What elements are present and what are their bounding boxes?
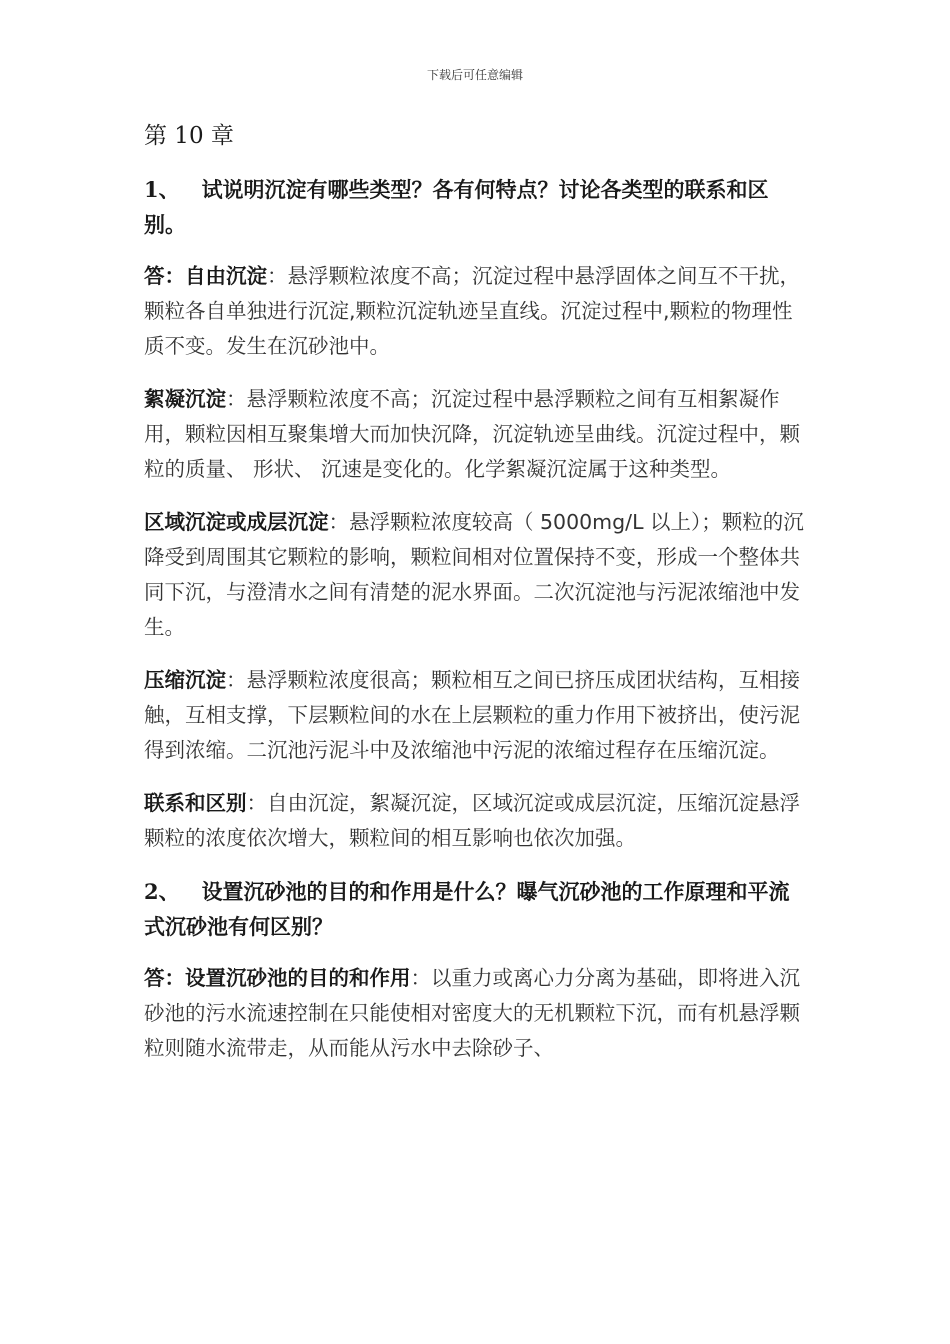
term-text: ：自由沉淀，絮凝沉淀，区域沉淀或成层沉淀，压缩沉淀悬浮颗粒的浓度依次增大，颗粒间的相互影响也依次加强。 bbox=[144, 791, 800, 850]
question-2-text: 设置沉砂池的目的和作用是什么？曝气沉砂池的工作原理和平流式沉砂池有何区别？ bbox=[144, 880, 790, 939]
page-header: 下载后可任意编辑 bbox=[426, 68, 523, 82]
answer-prefix: 答： bbox=[144, 966, 185, 990]
term-label: 区域沉淀或成层沉淀 bbox=[144, 510, 329, 534]
term-text: ：悬浮颗粒浓度不高；沉淀过程中悬浮固体之间互不干扰，颗粒各自单独进行沉淀,颗粒沉淀轨迹呈直线。沉淀过程中,颗粒的物理性质不变。发生在沉砂池中。 bbox=[144, 264, 800, 358]
document-body bbox=[144, 118, 804, 1084]
answer-1-flocculent-settling bbox=[144, 382, 804, 487]
term-text: ：悬浮颗粒浓度不高；沉淀过程中悬浮颗粒之间有互相絮凝作用，颗粒因相互聚集增大而加快沉降，沉淀轨迹呈曲线。沉淀过程中，颗粒的质量、 形状、 沉速是变化的。化学絮凝沉淀属于这种类型。 bbox=[144, 387, 800, 481]
term-label: 联系和区别 bbox=[144, 791, 247, 815]
answer-1-free-settling bbox=[144, 259, 804, 364]
question-1-number: 1、 bbox=[144, 177, 180, 202]
chapter-title: 第 10 章 bbox=[144, 123, 234, 149]
term-label: 设置沉砂池的目的和作用 bbox=[185, 966, 411, 990]
question-2 bbox=[144, 874, 804, 945]
answer-2-purpose bbox=[144, 961, 804, 1066]
term-label: 压缩沉淀 bbox=[144, 668, 226, 692]
term-text: ：悬浮颗粒浓度很高；颗粒相互之间已挤压成团状结构，互相接触，互相支撑，下层颗粒间的水在上层颗粒的重力作用下被挤出，使污泥得到浓缩。二沉池污泥斗中及浓缩池中污泥的浓缩过程存在压缩沉淀。 bbox=[144, 668, 800, 762]
question-2-number: 2、 bbox=[144, 879, 180, 904]
answer-prefix: 答： bbox=[144, 264, 185, 288]
term-label: 絮凝沉淀 bbox=[144, 387, 226, 411]
answer-1-relations bbox=[144, 786, 804, 856]
question-1 bbox=[144, 172, 804, 243]
answer-1-zone-settling bbox=[144, 505, 804, 645]
question-1-text: 试说明沉淀有哪些类型？各有何特点？讨论各类型的联系和区别。 bbox=[144, 178, 769, 237]
term-text: ：以重力或离心力分离为基础，即将进入沉砂池的污水流速控制在只能使相对密度大的无机颗粒下沉，而有机悬浮颗粒则随水流带走，从而能从污水中去除砂子、 bbox=[144, 966, 800, 1060]
term-label: 自由沉淀 bbox=[185, 264, 267, 288]
answer-1-compression-settling bbox=[144, 663, 804, 768]
term-text: ：悬浮颗粒浓度较高（ 5000mg/L 以上）；颗粒的沉降受到周围其它颗粒的影响，颗粒间相对位置保持不变，形成一个整体共同下沉，与澄清水之间有清楚的泥水界面。二次沉淀池与污泥浓缩池中发生。 bbox=[144, 510, 804, 639]
